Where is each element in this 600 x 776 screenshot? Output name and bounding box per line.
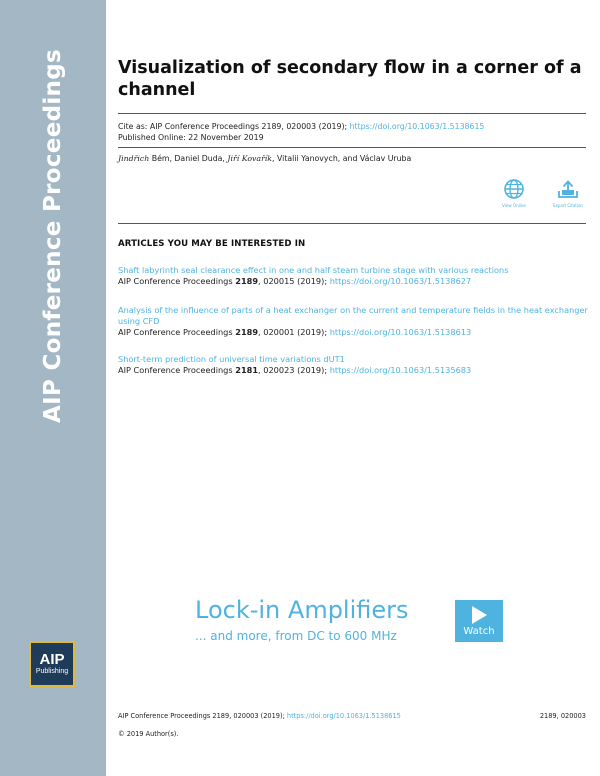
related-article-doi-link[interactable]: https://doi.org/10.1063/1.5138613 [329, 327, 472, 337]
related-article-citation [118, 365, 588, 376]
view-online-label: View Online [502, 203, 526, 208]
export-icon [556, 178, 580, 200]
paper-title: Visualization of secondary flow in a corner of a channel [118, 58, 582, 100]
author-first-name-jindrich: Jindřich [118, 154, 150, 163]
related-article-doi-link[interactable]: https://doi.org/10.1063/1.5138627 [329, 276, 472, 286]
footer-citation-label: AIP Conference Proceedings 2189, 020003 (2019); [118, 712, 287, 720]
export-citation-button[interactable] [548, 178, 588, 208]
related-articles-heading: ARTICLES YOU MAY BE INTERESTED IN [118, 239, 306, 249]
play-icon [472, 606, 487, 624]
related-article-journal: AIP Conference Proceedings [118, 327, 236, 337]
title-divider [118, 113, 586, 114]
related-article-volume: 2181 [235, 365, 259, 375]
footer-page-ref: 2189, 020003 [539, 712, 586, 720]
author-list [118, 154, 411, 163]
tools-divider [118, 223, 586, 224]
related-article-journal: AIP Conference Proceedings [118, 365, 236, 375]
published-date: Published Online: 22 November 2019 [118, 133, 264, 142]
related-article-volume: 2189 [235, 327, 259, 337]
related-article [118, 354, 588, 376]
related-article-cite: , 020023 (2019); [258, 365, 330, 375]
export-citation-label: Export Citation [553, 203, 583, 208]
logo-text-publishing: Publishing [35, 668, 69, 675]
aip-publishing-logo[interactable] [29, 641, 75, 687]
author-names-part-2: , Vitalii Yanovych, and Václav Uruba [272, 154, 412, 163]
sidebar [0, 0, 106, 776]
related-article-title-link[interactable]: Analysis of the influence of parts of a heat exchanger on the current and temperature fields in the heat exchanger using CFD [118, 305, 588, 326]
related-article-citation [118, 327, 588, 338]
ad-headline: Lock-in Amplifiers [195, 596, 409, 624]
citation-doi-link[interactable]: https://doi.org/10.1063/1.5138615 [349, 122, 485, 131]
meta-divider [118, 147, 586, 148]
citation-label: Cite as: AIP Conference Proceedings 2189, 020003 (2019); [118, 122, 350, 131]
related-article-cite: , 020001 (2019); [258, 327, 330, 337]
related-article-title-link[interactable]: Shaft labyrinth seal clearance effect in one and half steam turbine stage with various reactions [118, 265, 509, 275]
related-article-doi-link[interactable]: https://doi.org/10.1063/1.5135683 [329, 365, 472, 375]
footer-copyright: © 2019 Author(s). [118, 730, 179, 738]
sidebar-title: AIP Conference Proceedings [40, 49, 66, 423]
related-article [118, 265, 588, 287]
globe-icon [503, 178, 525, 200]
watch-button[interactable] [455, 600, 503, 642]
related-article-title-link[interactable]: Short-term prediction of universal time variations dUT1 [118, 354, 345, 364]
logo-text-aip: AIP [39, 651, 65, 668]
citation-line [118, 121, 484, 132]
view-online-button[interactable] [494, 178, 534, 208]
related-article-cite: , 020015 (2019); [258, 276, 330, 286]
author-names-part-1: Bém, Daniel Duda, [149, 154, 228, 163]
lock-in-amplifiers-ad[interactable] [195, 596, 515, 648]
footer-doi-link[interactable]: https://doi.org/10.1063/1.5138615 [286, 712, 401, 720]
author-jiri-kovarik: Jiří Kovařík [227, 154, 273, 163]
related-article-volume: 2189 [235, 276, 259, 286]
related-article-journal: AIP Conference Proceedings [118, 276, 236, 286]
ad-subline: ... and more, from DC to 600 MHz [195, 629, 397, 643]
related-article-citation [118, 276, 588, 287]
watch-label: Watch [463, 625, 495, 637]
related-article [118, 305, 588, 338]
footer-citation [118, 712, 401, 720]
